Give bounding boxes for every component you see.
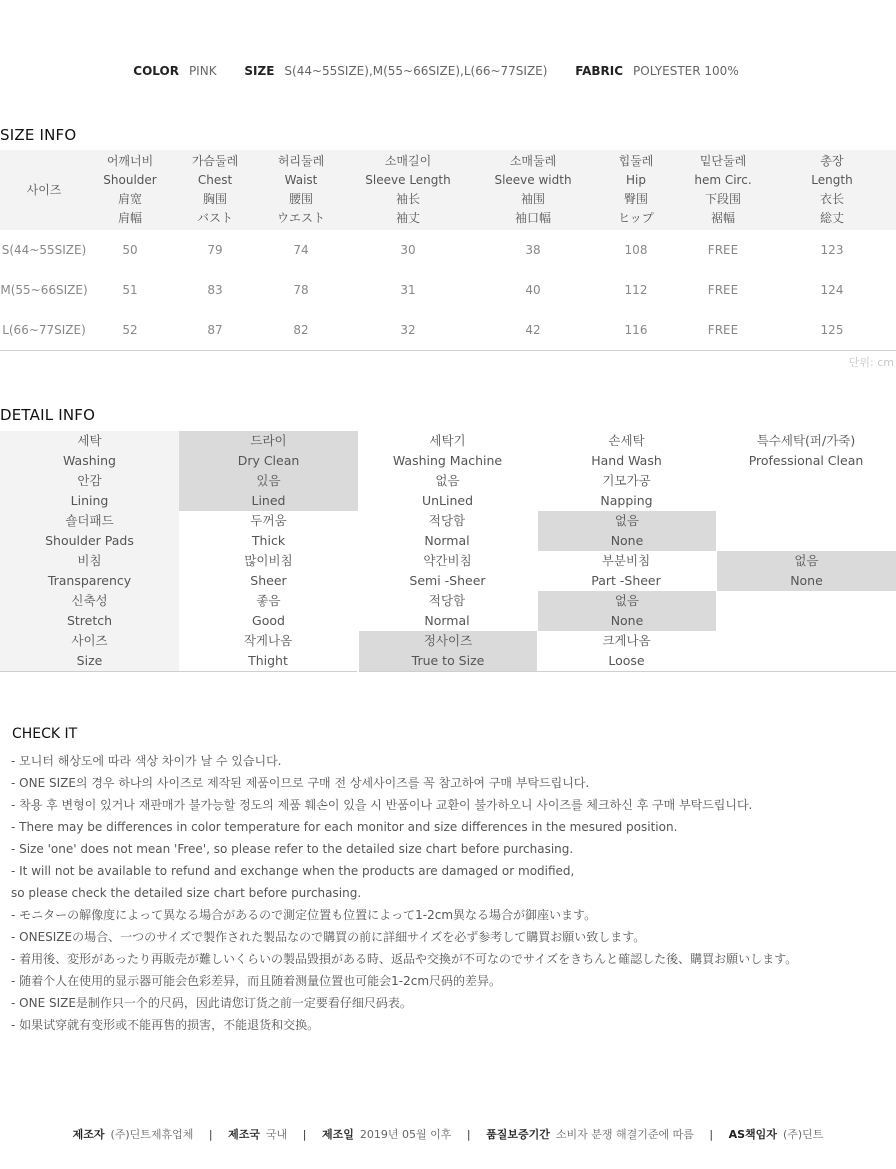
warranty-value: 소비자 분쟁 해결기준에 따름: [555, 1128, 694, 1141]
col-waist: [258, 150, 344, 230]
table-cell: [0, 431, 179, 471]
size-info-table: [0, 150, 896, 351]
cell-text: 袖丈: [395, 211, 420, 225]
table-cell: [716, 511, 896, 551]
cell-text: 신축성: [71, 593, 108, 608]
col-sleeve-length: [344, 150, 472, 230]
table-cell: [179, 431, 358, 471]
col-sleeve-width: [472, 150, 594, 230]
cell-text: UnLined: [421, 493, 474, 508]
cell-text: 사이즈: [71, 633, 108, 648]
table-cell: [537, 551, 716, 591]
table-cell: 51: [122, 283, 138, 297]
table-cell: [358, 551, 537, 591]
country-value: 국내: [266, 1128, 288, 1141]
cell-text: 胸围: [202, 192, 227, 206]
table-cell: 124: [820, 283, 844, 297]
col-chest: [172, 150, 258, 230]
cell-text: 작게나옴: [243, 633, 293, 648]
cell-text: 袖口幅: [514, 211, 551, 225]
table-cell: [358, 471, 537, 511]
table-cell: 31: [400, 283, 416, 297]
warranty-label: 품질보증기간: [486, 1128, 550, 1141]
detail-row-transparency: [0, 551, 896, 591]
table-cell: [0, 511, 179, 551]
cell-text: 기모가공: [602, 473, 651, 488]
table-cell: [537, 471, 716, 511]
table-cell: [179, 551, 358, 591]
cell-text: Hip: [626, 173, 646, 187]
cell-text: 総丈: [819, 211, 844, 225]
cell-text: 두꺼움: [250, 513, 287, 528]
list-item: - ONE SIZE是制作只一个的尺码，因此请您订货之前一定要看仔细尺码表。: [11, 996, 412, 1010]
table-cell: 78: [293, 283, 309, 297]
cell-text: 안감: [77, 473, 102, 488]
list-item: - 着用後、変形があったり再販売が難しいくらいの製品毀損がある時、返品や交換が不可なのでサイズをきちんと確認した後、購買お願いします。: [11, 952, 798, 966]
cell-text: 없음: [614, 593, 640, 608]
list-item: - ONE SIZE의 경우 하나의 사이즈로 제작된 제품이므로 구매 전 상세사이즈를 꼭 참고하여 구매 부탁드립니다.: [11, 776, 590, 790]
cell-text: Sheer: [250, 573, 287, 588]
cell-text: 없음: [614, 513, 640, 528]
size-value: S(44~55SIZE),M(55~66SIZE),L(66~77SIZE): [284, 64, 548, 78]
cell-text: Washing Machine: [392, 453, 503, 468]
table-cell: 112: [624, 283, 648, 297]
cell-text: 손세탁: [608, 433, 645, 448]
list-item: - ONESIZEの場合、一つのサイズで製作された製品なので購買の前に詳細サイズを必ず参考して購買お願い致します。: [11, 930, 646, 944]
table-cell: [358, 591, 537, 631]
product-spec-line: [0, 64, 896, 78]
cell-text: hem Circ.: [694, 173, 752, 187]
as-value: (주)딘트: [782, 1128, 824, 1141]
cell-text: Lining: [70, 493, 109, 508]
cell-text: 가슴둘레: [191, 154, 239, 168]
cell-text: Normal: [424, 533, 470, 548]
cell-text: Semi -Sheer: [409, 573, 486, 588]
separator: |: [208, 1128, 213, 1141]
unit-note: 단위: cm: [848, 356, 894, 369]
list-item: so please check the detailed size chart before purchasing.: [11, 886, 362, 900]
date-value: 2019년 05월 이후: [359, 1128, 452, 1141]
cell-text: 적당함: [428, 593, 466, 608]
country-label: 제조국: [228, 1128, 261, 1141]
table-cell: 52: [88, 310, 172, 350]
cell-text: Washing: [63, 453, 116, 468]
list-item: - Size 'one' does not mean 'Free', so please refer to the detailed size chart before purchasing.: [11, 842, 574, 856]
cell-text: 적당함: [428, 513, 466, 528]
cell-text: Loose: [608, 653, 645, 668]
date-label: 제조일: [322, 1128, 354, 1141]
cell-text: Size: [76, 653, 103, 668]
list-item: - モニターの解像度によって異なる場合があるので測定位置も位置によって1-2cm異なる場合が御座います。: [11, 908, 597, 922]
cell-text: 어깨너비: [106, 154, 154, 168]
cell-text: 부분비침: [601, 553, 651, 568]
cell-text: Thight: [248, 653, 288, 668]
table-cell: S(44~55SIZE): [1, 243, 87, 257]
cell-text: None: [610, 613, 644, 628]
separator: |: [466, 1128, 471, 1141]
cell-text: 없음: [435, 473, 460, 488]
maker-value: (주)딘트제휴업체: [110, 1128, 194, 1141]
cell-text: Hand Wash: [591, 453, 662, 468]
table-cell: [0, 551, 179, 591]
table-cell: [537, 591, 716, 631]
as-label: AS책임자: [728, 1128, 777, 1141]
fabric-label: FABRIC: [575, 64, 624, 78]
table-cell: 83: [207, 283, 223, 297]
table-cell: [716, 471, 896, 511]
cell-text: Stretch: [66, 613, 113, 628]
table-cell: FREE: [707, 283, 739, 297]
table-cell: [358, 431, 537, 471]
cell-text: 袖围: [520, 192, 545, 206]
cell-text: Shoulder Pads: [45, 533, 134, 548]
cell-text: Chest: [197, 173, 233, 187]
cell-text: 衣长: [819, 192, 844, 206]
table-cell: 82: [258, 310, 344, 350]
cell-text: 좋음: [256, 593, 281, 608]
cell-text: 袖长: [395, 192, 420, 206]
table-cell: L(66~77SIZE): [0, 310, 88, 350]
cell-text: 下段围: [704, 192, 741, 206]
table-cell: [0, 631, 179, 672]
table-cell: 42: [472, 310, 594, 350]
cell-text: 腰围: [288, 192, 313, 206]
list-item: - 착용 후 변형이 있거나 재판매가 불가능할 정도의 제품 훼손이 있을 시 반품이나 교환이 불가하오니 사이즈를 체크하신 후 구매 부탁드립니다.: [11, 798, 753, 812]
cell-text: Length: [811, 173, 853, 187]
cell-text: 없음: [794, 553, 819, 568]
cell-text: Professional Clean: [748, 453, 864, 468]
detail-info-table: [0, 431, 896, 672]
cell-text: 많이비침: [244, 553, 293, 568]
separator: |: [302, 1128, 307, 1141]
cell-text: 肩幅: [117, 211, 142, 225]
cell-text: 약간비침: [423, 553, 472, 568]
check-it-list: [11, 750, 891, 1036]
detail-row-stretch: [0, 591, 896, 631]
cell-text: 소매길이: [384, 154, 432, 168]
cell-text: バスト: [196, 211, 233, 225]
table-cell: 87: [172, 310, 258, 350]
manufacturer-footer: [0, 1126, 896, 1142]
table-cell: [0, 591, 179, 631]
check-it-title: CHECK IT: [12, 726, 78, 742]
size-table-header: [0, 150, 896, 230]
cell-text: Sleeve width: [494, 173, 572, 187]
cell-text: 소매둘레: [509, 154, 557, 168]
table-cell: M(55~66SIZE): [0, 283, 88, 297]
cell-text: Dry Clean: [237, 453, 300, 468]
table-cell: [358, 631, 537, 672]
cell-text: Sleeve Length: [365, 173, 451, 187]
size-header-label: 사이즈: [0, 150, 88, 230]
table-cell: 125: [768, 310, 896, 350]
col-length: [768, 150, 896, 230]
cell-text: None: [790, 573, 823, 588]
cell-text: 허리둘레: [277, 154, 325, 168]
table-cell: [716, 551, 896, 591]
maker-label: 제조자: [72, 1128, 105, 1141]
table-cell: [537, 431, 716, 471]
cell-text: 肩宽: [117, 192, 142, 206]
table-cell: 50: [122, 243, 138, 257]
cell-text: 裾幅: [710, 211, 735, 225]
list-item: - 随着个人在使用的显示器可能会色彩差异，而且随着测量位置也可能会1-2cm尺码的差异。: [11, 974, 502, 988]
list-item: - There may be differences in color temperature for each monitor and size differences in the mesured position.: [11, 820, 678, 834]
table-cell: [179, 631, 358, 672]
cell-text: 밑단둘레: [699, 154, 747, 168]
cell-text: 총장: [820, 154, 844, 168]
cell-text: True to Size: [411, 653, 485, 668]
cell-text: 힙둘레: [618, 154, 654, 168]
cell-text: ヒップ: [618, 211, 654, 225]
cell-text: 세탁기: [429, 433, 466, 448]
color-label: COLOR: [133, 64, 179, 78]
cell-text: 세탁: [77, 433, 102, 448]
cell-text: ウエスト: [276, 211, 325, 225]
cell-text: Good: [252, 613, 285, 628]
table-cell: [537, 511, 716, 551]
table-cell: [179, 471, 358, 511]
table-cell: 108: [624, 243, 648, 257]
table-cell: 123: [820, 243, 844, 257]
list-item: - 모니터 해상도에 따라 색상 차이가 날 수 있습니다.: [11, 754, 282, 768]
list-item: - 如果试穿就有变形或不能再售的损害，不能退货和交换。: [11, 1018, 320, 1032]
size-info-title: SIZE INFO: [0, 126, 77, 144]
table-cell: [716, 631, 896, 672]
cell-text: 크게나옴: [602, 633, 651, 648]
detail-row-shoulder-pads: [0, 511, 896, 551]
cell-text: Transparency: [47, 573, 132, 588]
table-row: [0, 230, 896, 270]
table-cell: 116: [594, 310, 678, 350]
separator: |: [709, 1128, 714, 1141]
cell-text: 비침: [77, 553, 102, 568]
table-cell: [537, 631, 716, 672]
cell-text: Part -Sheer: [591, 573, 661, 588]
cell-text: Napping: [600, 493, 653, 508]
table-cell: [179, 591, 358, 631]
table-cell: 38: [525, 243, 541, 257]
detail-info-title: DETAIL INFO: [0, 406, 96, 424]
cell-text: Waist: [284, 173, 318, 187]
table-cell: [0, 471, 179, 511]
cell-text: Lined: [251, 493, 286, 508]
size-label: SIZE: [244, 64, 275, 78]
cell-text: 臀围: [623, 192, 648, 206]
table-cell: 32: [344, 310, 472, 350]
table-cell: 40: [525, 283, 541, 297]
cell-text: Normal: [424, 613, 470, 628]
cell-text: None: [610, 533, 644, 548]
cell-text: 드라이: [250, 433, 287, 448]
table-cell: FREE: [707, 243, 739, 257]
table-cell: [716, 591, 896, 631]
cell-text: 정사이즈: [423, 633, 473, 648]
cell-text: 있음: [256, 473, 281, 488]
fabric-value: POLYESTER 100%: [633, 64, 739, 78]
table-row: [0, 270, 896, 310]
cell-text: Thick: [251, 533, 286, 548]
detail-row-size: [0, 631, 896, 672]
table-cell: 30: [400, 243, 416, 257]
table-cell: 79: [207, 243, 223, 257]
table-cell: 74: [293, 243, 309, 257]
color-value: PINK: [188, 64, 217, 78]
list-item: - It will not be available to refund and exchange when the products are damaged or modified,: [11, 864, 575, 878]
cell-text: Shoulder: [103, 173, 157, 187]
cell-text: 특수세탁(퍼/가죽): [756, 433, 856, 448]
table-cell: FREE: [678, 310, 768, 350]
detail-row-washing: [0, 431, 896, 471]
table-row: [0, 310, 896, 350]
table-cell: [358, 511, 537, 551]
detail-row-lining: [0, 471, 896, 511]
col-shoulder: [88, 150, 172, 230]
table-cell: [179, 511, 358, 551]
col-hip: [594, 150, 678, 230]
col-hem: [678, 150, 768, 230]
table-cell: [716, 431, 896, 471]
cell-text: 숄더패드: [65, 513, 114, 528]
